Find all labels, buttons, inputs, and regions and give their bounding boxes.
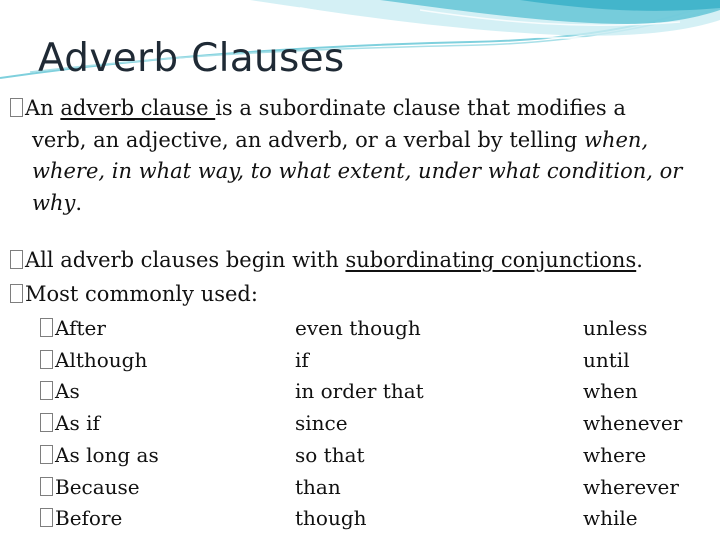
para1-line4-end: .: [75, 190, 83, 215]
list-item: whenever: [583, 411, 683, 436]
list-item: when: [583, 379, 638, 404]
list-item: though: [295, 506, 367, 531]
para1-line2-plain: verb, an adjective, an adverb, or a verbal by telling: [32, 127, 584, 152]
bullet-box-icon: [10, 98, 23, 117]
list-item-text: Because: [55, 474, 140, 499]
list-item: [40, 376, 159, 408]
para1-line4-italic: why: [32, 190, 76, 215]
bullet-box-icon: [40, 508, 53, 527]
bullet-box-icon: [10, 284, 23, 303]
conjunction-list-column-2: [295, 313, 424, 535]
list-item: in order that: [295, 379, 424, 404]
list-item-text: Before: [55, 506, 123, 531]
list-item: even though: [295, 316, 421, 340]
list-item: wherever: [583, 474, 679, 499]
list-item: [40, 313, 159, 345]
para3-text: Most commonly used:: [25, 282, 258, 306]
adverb-clause-definition: [10, 93, 715, 219]
most-commonly-used-heading: [10, 279, 710, 311]
slide-title: Adverb Clauses: [38, 36, 345, 81]
bullet-box-icon: [40, 413, 53, 432]
list-item-text: As if: [55, 411, 100, 436]
list-item: where: [583, 442, 647, 467]
list-item: so that: [295, 442, 365, 467]
bullet-box-icon: [40, 350, 53, 369]
list-item: [40, 472, 159, 504]
conjunctions-statement: [10, 245, 710, 277]
bullet-box-icon: [40, 445, 53, 464]
list-item: since: [295, 411, 348, 436]
bullet-box-icon: [40, 381, 53, 400]
list-item: than: [295, 474, 341, 499]
para1-line2: [32, 125, 715, 157]
list-item: while: [583, 506, 638, 531]
list-item: [40, 440, 159, 472]
list-item: until: [583, 347, 630, 372]
list-item: unless: [583, 316, 648, 340]
conjunction-list-column-3: [583, 313, 682, 535]
list-item: [40, 408, 159, 440]
list-item-text: As: [55, 379, 80, 404]
para1-mid: is a subordinate clause that modifies a: [215, 96, 626, 120]
list-item-text: As long as: [55, 442, 159, 467]
para1-line3: [32, 156, 715, 188]
list-item: [40, 345, 159, 377]
para2-end: .: [636, 248, 643, 272]
bullet-box-icon: [10, 250, 23, 269]
list-item: [40, 503, 159, 535]
subordinating-conjunctions-term: subordinating conjunctions: [345, 248, 637, 272]
list-item: if: [295, 347, 309, 372]
list-item-text: After: [55, 316, 106, 340]
bullet-box-icon: [40, 477, 53, 496]
conjunction-list-column-1: [40, 313, 159, 535]
adverb-clause-term: adverb clause: [60, 96, 216, 120]
bullet-box-icon: [40, 318, 53, 337]
para1-line4: [32, 188, 715, 220]
para1-prefix: An: [25, 96, 61, 120]
para2-prefix: All adverb clauses begin with: [25, 248, 346, 272]
list-item-text: Although: [55, 347, 148, 372]
para1-line3-italic: where, in what way, to what extent, under what condition, or: [32, 159, 683, 183]
para1-line2-italic: when,: [584, 127, 649, 152]
